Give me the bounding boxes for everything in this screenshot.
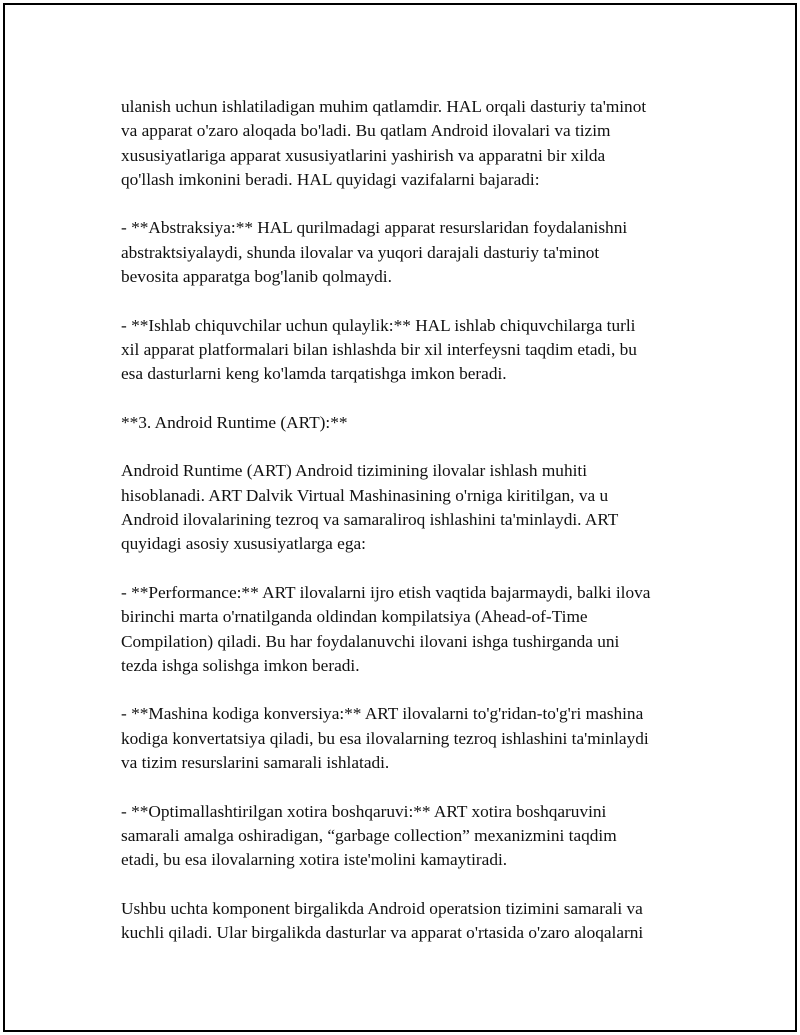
document-body xyxy=(121,95,701,945)
page-frame xyxy=(3,3,797,1032)
paragraph-conclusion: Ushbu uchta komponent birgalikda Android operatsion tizimini samarali va kuchli qiladi. Ular birgalikda dasturlar va apparat o'rtasida o'zaro aloqalarni xyxy=(121,898,644,943)
paragraph-hal-intro: ulanish uchun ishlatiladigan muhim qatlamdir. HAL orqali dasturiy ta'minot va apparat o'zaro aloqada bo'ladi. Bu qatlam Android ilovalari va tizim xususiyatlariga apparat xususiyatlarini yashirish va apparatni bir xilda qo'llash imkonini beradi. HAL quyidagi vazifalarni bajaradi: xyxy=(121,97,647,189)
paragraph-abstraction: - **Abstraksiya:** HAL qurilmadagi apparat resurslaridan foydalanishni abstraktsiyalaydi, shunda ilovalar va yuqori darajali dasturiy ta'minot bevosita apparatga bog'lanib qolmaydi. xyxy=(121,218,628,287)
paragraph-memory-management: - **Optimallashtirilgan xotira boshqaruvi:** ART xotira boshqaruvini samarali amalga oshiradigan, “garbage collection” mexanizmini taqdim etadi, bu esa ilovalarning xotira iste'molini kamaytiradi. xyxy=(121,801,617,870)
paragraph-performance: - **Performance:** ART ilovalarni ijro etish vaqtida bajarmaydi, balki ilova birinchi marta o'rnatilganda oldindan kompilatsiya (Ahead-of-Time Compilation) qiladi. Bu har foydalanuvchi ilovani ishga tushirganda uni tezda ishga solishga imkon beradi. xyxy=(121,582,651,675)
paragraph-developer-convenience: - **Ishlab chiquvchilar uchun qulaylik:** HAL ishlab chiquvchilarga turli xil apparat platformalari bilan ishlashda bir xil interfeysni taqdim etadi, bu esa dasturlarni keng ko'lamda tarqatishga imkon beradi. xyxy=(121,315,637,384)
paragraph-machine-code: - **Mashina kodiga konversiya:** ART ilovalarni to'g'ridan-to'g'ri mashina kodiga konvertatsiya qiladi, bu esa ilovalarning tezroq ishlashini ta'minlaydi va tizim resurslarini samarali ishlatadi. xyxy=(121,704,649,773)
paragraph-art-intro: Android Runtime (ART) Android tizimining ilovalar ishlash muhiti hisoblanadi. ART Dalvik Virtual Mashinasining o'rniga kiritilgan, va u Android ilovalarining tezroq va samaraliroq ishlashini ta'minlaydi. ART quyidagi asosiy xususiyatlarga ega: xyxy=(121,461,619,554)
section-heading-art: **3. Android Runtime (ART):** xyxy=(121,412,348,432)
